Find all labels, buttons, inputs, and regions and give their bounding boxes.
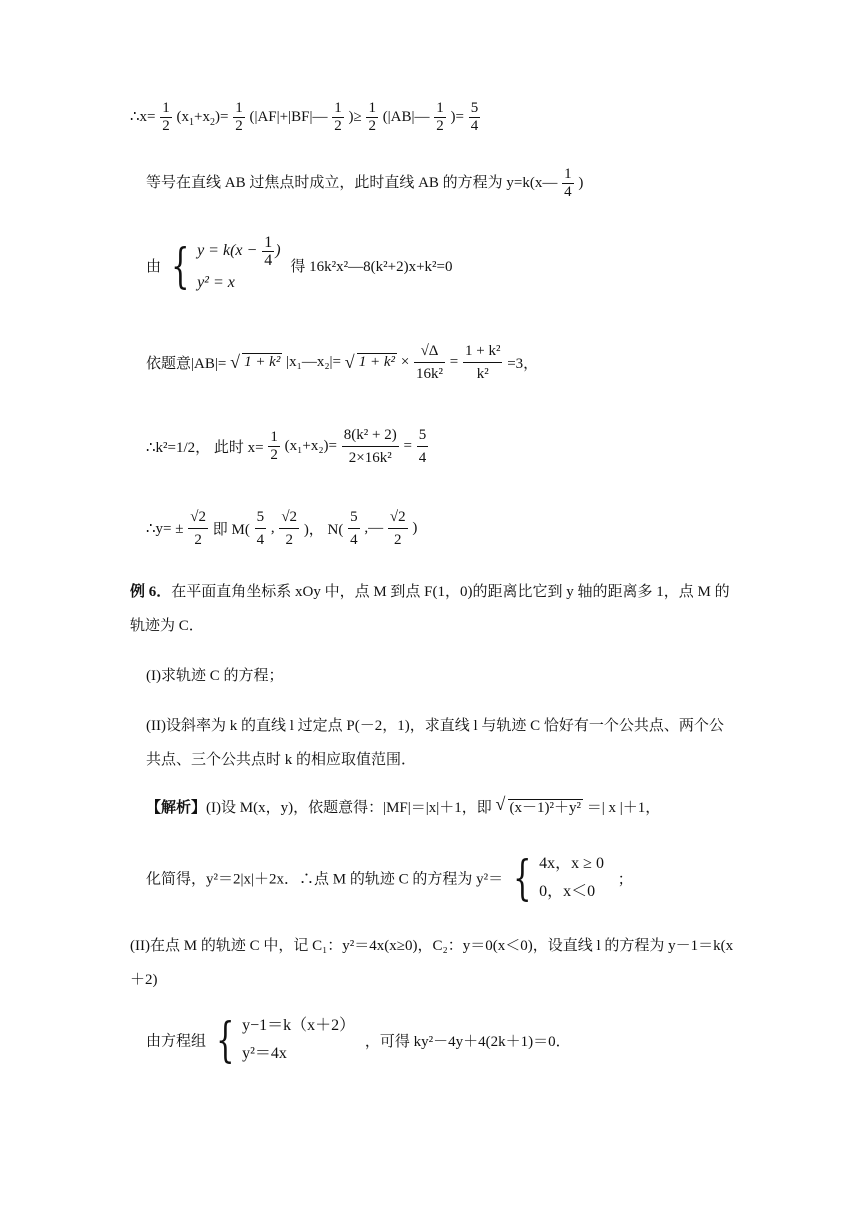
question-text: (I)求轨迹 C 的方程； [146, 668, 284, 684]
text: = [449, 354, 462, 370]
text: 等号在直线 AB 过焦点时成立，此时直线 AB 的方程为 y=k(x— [146, 174, 558, 191]
question-2-line-2 [146, 748, 416, 769]
text: )， N( [303, 522, 344, 538]
text: ； [617, 871, 633, 888]
example-label: 例 6． [130, 584, 172, 600]
equation-system-2 [146, 1012, 571, 1068]
question-1 [146, 664, 284, 685]
sqrt: √ 1 + k² [344, 352, 396, 372]
sqrt: √ (x－1)²＋y² [495, 794, 582, 816]
brace-icon: { [215, 1012, 235, 1068]
question-text: (II)设斜率为 k 的直线 l 过定点 P(－2，1)，求直线 l 与轨迹 C 恰好有一个公共点、两个公 [146, 718, 724, 734]
case: 0，x＜0 [539, 883, 596, 900]
fraction: $\frac{\text{1 + k²}}{\text{k²}}$ [463, 340, 502, 385]
fraction: $\frac{1}{2}$ [162, 100, 170, 134]
equation: y−1＝k（x＋2） [242, 1017, 356, 1034]
derivation-line-5 [146, 424, 429, 469]
fraction: $\frac{5}{4}$ [417, 424, 429, 469]
text: 依题意|AB|= [146, 356, 227, 372]
text: 得 16k²x²—8(k²+2)x+k²=0 [290, 259, 453, 275]
solution-line-3 [130, 934, 733, 955]
text: × [400, 354, 414, 370]
text: ∴x= [130, 108, 156, 125]
example-6-line-1 [130, 580, 730, 601]
text: ∴y= ± [146, 521, 184, 537]
brace-icon: { [170, 237, 190, 294]
equation: y² = x [197, 274, 235, 291]
solution-line-2 [146, 850, 633, 906]
derivation-line-4 [146, 340, 538, 385]
text: |x₁—x₂|= [286, 354, 342, 370]
text: 由方程组 [146, 1033, 207, 1050]
text: (|AB|— [382, 108, 430, 125]
fraction: $\frac{1}{2}$ [235, 100, 243, 134]
text: )= [214, 108, 229, 125]
fraction: $\frac{1}{2}$ [334, 100, 342, 134]
fraction: $\frac{1}{4}$ [564, 166, 572, 200]
solution-line-1 [146, 796, 660, 817]
text: 由 [146, 259, 162, 275]
text: ) [412, 520, 418, 536]
fraction: $\frac{1}{2}$ [436, 100, 444, 134]
equation: y²＝4x [242, 1045, 287, 1062]
derivation-line-2 [146, 166, 583, 201]
example-6-line-2 [130, 614, 204, 635]
fraction: $\frac{1}{4}$ [264, 234, 273, 269]
text: =3， [507, 356, 539, 372]
text: (II)在点 M 的轨迹 C 中，记 C₁：y²＝4x(x≥0)，C₂：y＝0(x＜0)，设直线 l 的方程为 y－1＝k(x [130, 938, 734, 954]
case: 4x，x ≥ 0 [539, 855, 604, 872]
fraction: $\frac{1}{2}$ [270, 429, 278, 463]
text: , [270, 520, 275, 536]
fraction: $\frac{5}{4}$ [348, 506, 360, 551]
equation-system-1 [146, 234, 452, 297]
piecewise-cases [539, 850, 604, 906]
text: (|AF|+|BF|— [249, 108, 328, 125]
text: )≥ [348, 108, 362, 125]
text: (I)设 M(x，y)，依题意得：|MF|＝|x|＋1，即 [206, 800, 492, 816]
derivation-line-6 [146, 506, 417, 551]
text: = [403, 438, 412, 454]
text: ∴k²=1/2， 此时 x= [146, 440, 264, 456]
fraction: $\frac{√\Delta}{\text{16k²}}$ [414, 340, 445, 385]
solution-line-3b [130, 968, 158, 989]
text: ) [275, 242, 281, 260]
sqrt: √ 1 + k² [230, 352, 281, 372]
system-equations [242, 1012, 355, 1068]
text: 化简得，y²＝2|x|＋2x．∴点 M 的轨迹 C 的方程为 y²＝ [146, 871, 504, 888]
fraction: $\frac{√2}{2}$ [279, 506, 299, 551]
text: ) [578, 174, 584, 191]
fraction: $\frac{\text{8(k² + 2)}}{\text{2×16k²}}$ [342, 424, 399, 469]
fraction: $\frac{√2}{2}$ [388, 506, 408, 551]
solution-label: 【解析】 [146, 800, 207, 816]
brace-icon: { [512, 850, 532, 906]
system-equations [197, 234, 281, 297]
text: 即 M( [212, 522, 250, 538]
text: )= [450, 108, 464, 125]
fraction: $\frac{5}{4}$ [255, 506, 267, 551]
problem-text: 在平面直角坐标系 xOy 中，点 M 到点 F(1，0)的距离比它到 y 轴的距离多 1，点 M 的 [171, 584, 730, 600]
fraction: $\frac{5}{4}$ [470, 100, 479, 134]
text: (x₁+x₂)= [284, 438, 338, 454]
fraction: $\frac{1}{2}$ [368, 100, 376, 134]
derivation-line-1: ∴x= $\frac{1}{2}$ $(x_1+x_2)=$ $\frac{1}{2}$ (|AF|+|BF|— $\frac{1}{2}$ )≥ $\frac{1}{2}$ (|AB|— $\frac{1}{2}$ )= $\frac{5}{4}$ [130, 100, 479, 134]
text: ，可得 ky²－4y＋4(2k＋1)＝0． [364, 1033, 571, 1050]
problem-text: 轨迹为 C． [130, 618, 204, 634]
equation: y = k(x − [197, 242, 262, 260]
text: +x [194, 108, 210, 125]
question-text: 共点、三个公共点时 k 的相应取值范围． [146, 752, 417, 768]
text: ,— [364, 520, 384, 536]
question-2-line-1 [146, 714, 724, 735]
text: ＝| x |＋1， [586, 800, 661, 816]
text: (x [176, 108, 190, 125]
text: ＋2) [130, 972, 158, 988]
fraction: $\frac{√2}{2}$ [188, 506, 208, 551]
